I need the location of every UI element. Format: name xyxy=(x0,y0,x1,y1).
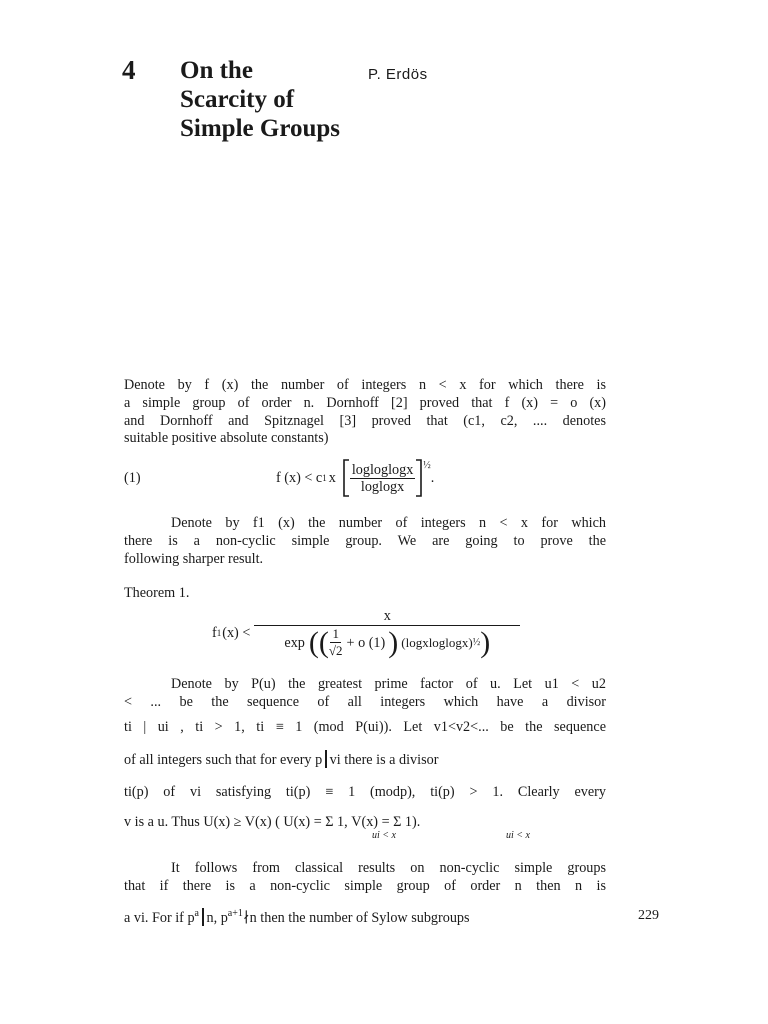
sylow-alpha: a xyxy=(194,907,199,919)
paragraph-line: and Dornhoff and Spitznagel [3] proved that (c1, c2, .... denotes xyxy=(124,412,606,429)
paragraph-line: there is a non-cyclic simple group. We are going to prove the xyxy=(124,532,606,549)
theorem-log-part: (logxloglogx) xyxy=(401,634,473,650)
right-bracket-icon xyxy=(415,458,423,498)
author: P. Erdös xyxy=(368,66,428,83)
equation-period: . xyxy=(430,469,435,486)
theorem-lhs-rest: (x) < xyxy=(222,624,251,641)
theorem-plus-o: + o (1) xyxy=(346,634,386,651)
equation-bracket xyxy=(342,458,435,498)
paragraph-noncyclic xyxy=(124,515,606,568)
equation-lhs: f (x) < c xyxy=(276,469,323,486)
inner-numerator: 1 xyxy=(332,626,339,641)
chapter-title xyxy=(180,56,380,143)
paragraph-line: ti | ui , ti > 1, ti ≡ 1 (mod P(ui)). Let v1<v2<... be the sequence xyxy=(124,718,606,735)
chapter-title-line-1: On the xyxy=(180,57,253,84)
sylow-text-c: ∤n then the number of Sylow subgroups xyxy=(242,909,470,926)
paragraph-line: Denote by f1 (x) the number of integers n < x for which xyxy=(171,515,606,531)
divides-icon xyxy=(202,908,204,926)
paragraph-line: v is a u. Thus U(x) ≥ V(x) ( U(x) = Σ 1, V(x) = Σ 1). xyxy=(124,813,421,830)
paragraph-line: Denote by P(u) the greatest prime factor of u. Let u1 < u2 xyxy=(171,676,606,692)
paragraph-intro xyxy=(124,377,606,448)
sylow-text-a: a vi. For if p xyxy=(124,909,195,926)
chapter-title-line-3: Simple Groups xyxy=(180,115,340,142)
paragraph-line-sylow xyxy=(124,908,606,928)
theorem-denominator: exp (( $\frac{1}{√2}$ + o (1) ) (logxloglogx) ½ ) xyxy=(284,625,491,659)
theorem-numerator: x xyxy=(254,607,520,626)
divisor-text-a: of all integers such that for every p xyxy=(124,752,323,769)
sylow-alpha-plus-one: a+1 xyxy=(227,907,243,919)
paren-open-icon: (( xyxy=(308,625,329,659)
paragraph-classical xyxy=(124,860,606,927)
paragraph-line: < ... be the sequence of all integers which have a divisor xyxy=(124,693,606,710)
paren-close-outer-icon: ) xyxy=(480,625,491,659)
chapter-number: 4 xyxy=(122,55,136,85)
paragraph-line: ti(p) of vi satisfying ti(p) ≡ 1 (modp), ti(p) > 1. Clearly every xyxy=(124,784,606,801)
paragraph-line: suitable positive absolute constants) xyxy=(124,430,329,447)
equation-x: x xyxy=(328,469,336,486)
theorem-formula: f 1 (x) < x exp (( $\frac{1}{√2}$ + o (1) ) (logxloglogx) ½ ) xyxy=(212,607,520,659)
theorem-fraction xyxy=(254,607,520,659)
equation-label: (1) xyxy=(124,470,141,486)
theorem-exp: exp xyxy=(284,634,305,651)
page-number: 229 xyxy=(638,908,659,923)
inner-denominator: √2 xyxy=(328,643,343,658)
inner-fraction xyxy=(329,626,343,659)
sum-index-2: ui < x xyxy=(506,830,530,841)
paragraph-line: a simple group of order n. Dornhoff [2] proved that f (x) = o (x) xyxy=(124,394,606,411)
paragraph-line: It follows from classical results on non-cyclic simple groups xyxy=(171,860,606,876)
fraction-denominator: loglogx xyxy=(360,478,405,495)
sylow-text-b: n, p xyxy=(206,909,228,926)
paragraph-line: following sharper result. xyxy=(124,550,264,567)
chapter-title-line-2: Scarcity of xyxy=(180,86,295,113)
paragraph-line-divisor xyxy=(124,750,606,770)
equation-1: f (x) < c 1 x $\frac{\text{logloglogx}}{\text{loglogx}}$ ½ . xyxy=(276,458,434,498)
paren-close-icon: ) xyxy=(388,625,399,659)
divisor-text-b: vi there is a divisor xyxy=(329,752,439,769)
paragraph-line: that if there is a non-cyclic simple group of order n then n is xyxy=(124,877,606,894)
theorem-lhs: f xyxy=(212,624,217,641)
paragraph-definitions xyxy=(124,676,606,832)
left-bracket-icon xyxy=(342,458,350,498)
paragraph-line: Denote by f (x) the number of integers n < x for which there is xyxy=(124,377,606,393)
sum-index-1: ui < x xyxy=(372,830,396,841)
fraction-numerator: logloglogx xyxy=(351,461,414,478)
divides-icon xyxy=(325,750,327,768)
equation-fraction xyxy=(350,462,415,495)
equation-exponent: ½ xyxy=(423,460,431,471)
theorem-heading: Theorem 1. xyxy=(124,585,190,601)
